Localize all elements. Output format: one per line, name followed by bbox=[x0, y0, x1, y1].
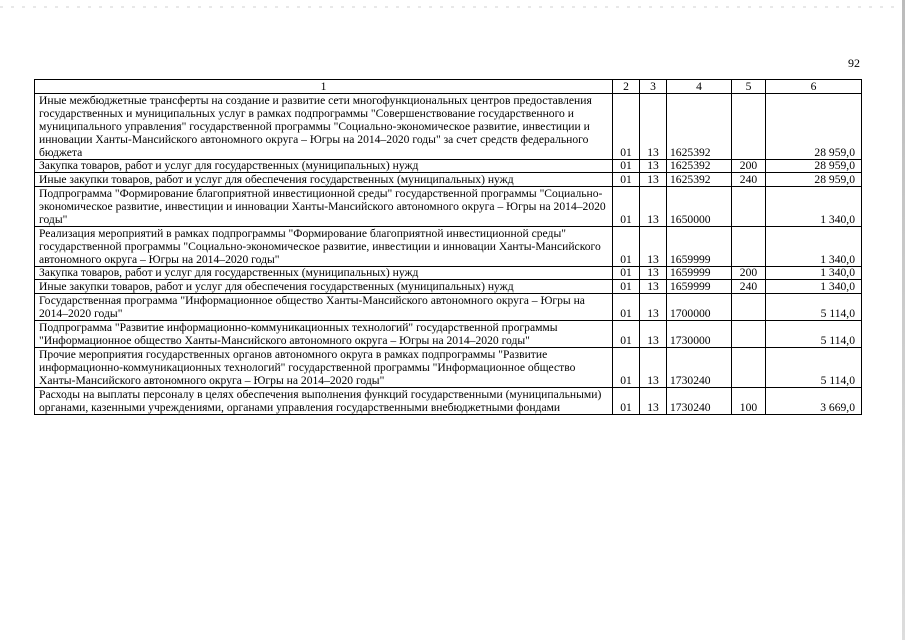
row-section: 01 bbox=[613, 321, 640, 348]
row-name: Государственная программа "Информационное общество Ханты-Мансийского автономного округа – Югры на 2014–2020 годы" bbox=[35, 294, 613, 321]
row-amount: 5 114,0 bbox=[766, 321, 862, 348]
row-target-item: 1650000 bbox=[667, 187, 732, 227]
row-subsection: 13 bbox=[640, 294, 667, 321]
table-row bbox=[35, 173, 862, 187]
row-subsection: 13 bbox=[640, 187, 667, 227]
row-expense-type: 100 bbox=[732, 388, 766, 415]
row-subsection: 13 bbox=[640, 280, 667, 294]
page-number: 92 bbox=[848, 56, 860, 70]
row-subsection: 13 bbox=[640, 267, 667, 280]
row-amount: 28 959,0 bbox=[766, 173, 862, 187]
row-expense-type: 240 bbox=[732, 280, 766, 294]
header-col-1: 1 bbox=[35, 80, 613, 94]
scan-noise-strip bbox=[0, 6, 905, 8]
row-name: Иные закупки товаров, работ и услуг для обеспечения государственных (муниципальных) нужд bbox=[35, 280, 613, 294]
row-target-item: 1659999 bbox=[667, 267, 732, 280]
table-row bbox=[35, 280, 862, 294]
row-name: Закупка товаров, работ и услуг для государственных (муниципальных) нужд bbox=[35, 160, 613, 173]
row-name: Подпрограмма "Формирование благоприятной инвестиционной среды" государственной программы "Социально-экономическое развитие, инвестиции и инновации Ханты-Мансийского автономного округа – Югры на 2014–2020 годы" bbox=[35, 187, 613, 227]
row-subsection: 13 bbox=[640, 173, 667, 187]
row-section: 01 bbox=[613, 280, 640, 294]
row-amount: 3 669,0 bbox=[766, 388, 862, 415]
row-expense-type bbox=[732, 94, 766, 160]
row-subsection: 13 bbox=[640, 321, 667, 348]
row-target-item: 1625392 bbox=[667, 160, 732, 173]
table-header-row bbox=[35, 80, 862, 94]
row-name: Закупка товаров, работ и услуг для государственных (муниципальных) нужд bbox=[35, 267, 613, 280]
row-section: 01 bbox=[613, 388, 640, 415]
row-target-item: 1730240 bbox=[667, 348, 732, 388]
row-expense-type: 200 bbox=[732, 267, 766, 280]
row-section: 01 bbox=[613, 294, 640, 321]
row-target-item: 1659999 bbox=[667, 280, 732, 294]
row-section: 01 bbox=[613, 173, 640, 187]
row-subsection: 13 bbox=[640, 227, 667, 267]
table-row bbox=[35, 321, 862, 348]
row-amount: 28 959,0 bbox=[766, 94, 862, 160]
row-target-item: 1730240 bbox=[667, 388, 732, 415]
row-target-item: 1625392 bbox=[667, 94, 732, 160]
row-target-item: 1659999 bbox=[667, 227, 732, 267]
table-row bbox=[35, 388, 862, 415]
row-section: 01 bbox=[613, 267, 640, 280]
header-col-2: 2 bbox=[613, 80, 640, 94]
row-name: Иные межбюджетные трансферты на создание и развитие сети многофункциональных центров предоставления государственных и муниципальных услуг в рамках подпрограммы "Совершенствование государственного и муниципального управления" государственной программы "Социально-экономическое развитие, инвестиции и инновации Ханты-Мансийского автономного округа – Югры на 2014–2020 годы" за счет средств федерального бюджета bbox=[35, 94, 613, 160]
row-expense-type: 240 bbox=[732, 173, 766, 187]
header-col-6: 6 bbox=[766, 80, 862, 94]
row-target-item: 1700000 bbox=[667, 294, 732, 321]
row-name: Подпрограмма "Развитие информационно-коммуникационных технологий" государственной программы "Информационное общество Ханты-Мансийского автономного округа – Югры на 2014–2020 годы" bbox=[35, 321, 613, 348]
table-row bbox=[35, 160, 862, 173]
budget-table bbox=[34, 79, 862, 415]
row-amount: 28 959,0 bbox=[766, 160, 862, 173]
row-expense-type bbox=[732, 348, 766, 388]
row-amount: 1 340,0 bbox=[766, 267, 862, 280]
row-name: Расходы на выплаты персоналу в целях обеспечения выполнения функций государственными (муниципальными) органами, казенными учреждениями, органами управления государственными внебюджетными фондами bbox=[35, 388, 613, 415]
row-amount: 1 340,0 bbox=[766, 187, 862, 227]
header-col-4: 4 bbox=[667, 80, 732, 94]
row-amount: 1 340,0 bbox=[766, 280, 862, 294]
row-expense-type: 200 bbox=[732, 160, 766, 173]
table-row bbox=[35, 267, 862, 280]
header-col-3: 3 bbox=[640, 80, 667, 94]
table-row bbox=[35, 187, 862, 227]
table-row bbox=[35, 227, 862, 267]
row-section: 01 bbox=[613, 227, 640, 267]
row-name: Иные закупки товаров, работ и услуг для обеспечения государственных (муниципальных) нужд bbox=[35, 173, 613, 187]
row-amount: 5 114,0 bbox=[766, 348, 862, 388]
row-subsection: 13 bbox=[640, 94, 667, 160]
table-row bbox=[35, 294, 862, 321]
row-section: 01 bbox=[613, 160, 640, 173]
table-row bbox=[35, 94, 862, 160]
row-subsection: 13 bbox=[640, 160, 667, 173]
row-name: Прочие мероприятия государственных органов автономного округа в рамках подпрограммы "Развитие информационно-коммуникационных технологий" государственной программы "Информационное общество Ханты-Мансийского автономного округа – Югры на 2014–2020 годы" bbox=[35, 348, 613, 388]
row-subsection: 13 bbox=[640, 348, 667, 388]
header-col-5: 5 bbox=[732, 80, 766, 94]
row-amount: 5 114,0 bbox=[766, 294, 862, 321]
row-target-item: 1730000 bbox=[667, 321, 732, 348]
table-row bbox=[35, 348, 862, 388]
row-section: 01 bbox=[613, 94, 640, 160]
row-expense-type bbox=[732, 321, 766, 348]
row-section: 01 bbox=[613, 348, 640, 388]
row-name: Реализация мероприятий в рамках подпрограммы "Формирование благоприятной инвестиционной среды" государственной программы "Социально-экономическое развитие, инвестиции и инновации Ханты-Мансийского автономного округа – Югры на 2014–2020 годы" bbox=[35, 227, 613, 267]
row-subsection: 13 bbox=[640, 388, 667, 415]
row-expense-type bbox=[732, 187, 766, 227]
row-expense-type bbox=[732, 294, 766, 321]
row-amount: 1 340,0 bbox=[766, 227, 862, 267]
row-section: 01 bbox=[613, 187, 640, 227]
row-target-item: 1625392 bbox=[667, 173, 732, 187]
row-expense-type bbox=[732, 227, 766, 267]
